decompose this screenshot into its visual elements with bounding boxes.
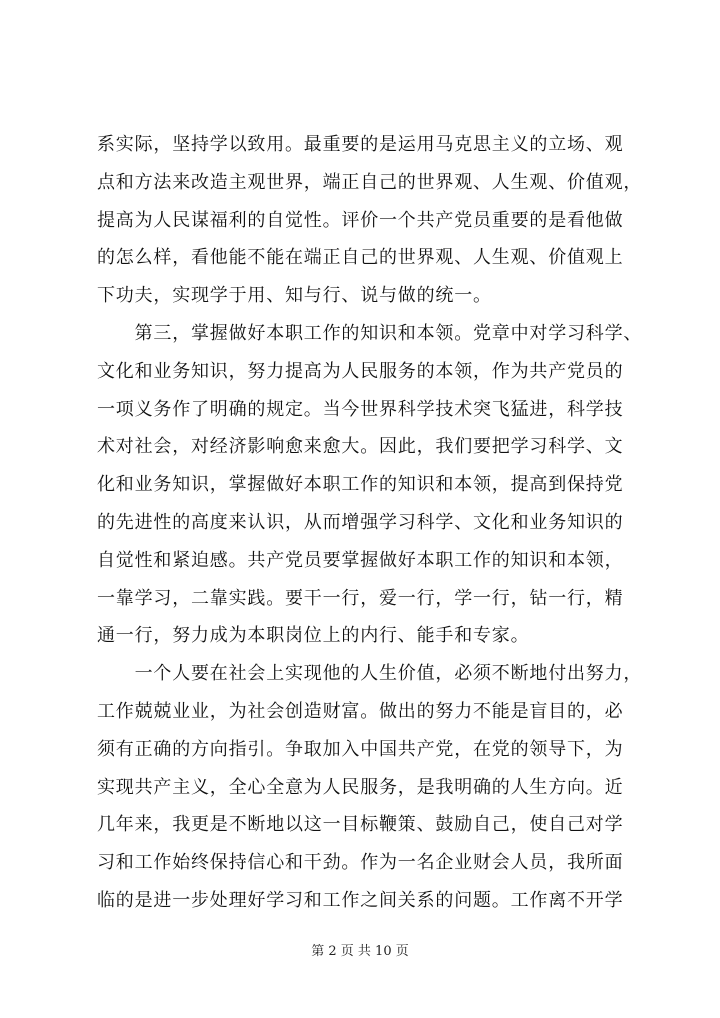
text-line: 系实际，坚持学以致用。最重要的是运用马克思主义的立场、观 [97,134,624,155]
text-line: 第三，掌握做好本职工作的知识和本领。党章中对学习科学、 [97,322,643,344]
text-line: 须有正确的方向指引。争取加入中国共产党，在党的领导下，为 [97,738,624,760]
text-line: 术对社会，对经济影响愈来愈大。因此，我们要把学习科学、文 [97,436,624,458]
text-line: 自觉性和紧迫感。共产党员要掌握做好本职工作的知识和本领， [97,549,624,571]
text-line: 通一行，努力成为本职岗位上的内行、能手和专家。 [97,625,530,647]
text-line: 一项义务作了明确的规定。当今世界科学技术突飞猛进，科学技 [97,398,624,420]
text-line: 点和方法来改造主观世界，端正自己的世界观、人生观、价值观， [97,171,643,193]
text-line: 的怎么样，看他能不能在端正自己的世界观、人生观、价值观上 [97,247,624,269]
text-line: 文化和业务知识，努力提高为人民服务的本领，作为共产党员的 [97,360,624,382]
text-line: 几年来，我更是不断地以这一目标鞭策、鼓励自己，使自己对学 [97,814,624,836]
text-line: 一个人要在社会上实现他的人生价值，必须不断地付出努力， [97,663,643,685]
page-number-footer: 第 2 页 共 10 页 [311,944,409,959]
text-line: 工作兢兢业业，为社会创造财富。做出的努力不能是盲目的，必 [97,700,624,722]
text-line: 的先进性的高度来认识，从而增强学习科学、文化和业务知识的 [97,511,624,533]
text-line: 下功夫，实现学于用、知与行、说与做的统一。 [97,285,492,307]
body-text [97,126,643,920]
text-line: 实现共产主义，全心全意为人民服务，是我明确的人生方向。近 [97,776,624,798]
text-line: 化和业务知识，掌握做好本职工作的知识和本领，提高到保持党 [97,474,624,496]
text-line: 临的是进一步处理好学习和工作之间关系的问题。工作离不开学 [97,889,624,911]
text-line: 提高为人民谋福利的自觉性。评价一个共产党员重要的是看他做 [97,209,624,231]
text-line: 一靠学习，二靠实践。要干一行，爱一行，学一行，钻一行，精 [97,587,624,609]
text-line: 习和工作始终保持信心和干劲。作为一名企业财会人员，我所面 [97,852,624,874]
